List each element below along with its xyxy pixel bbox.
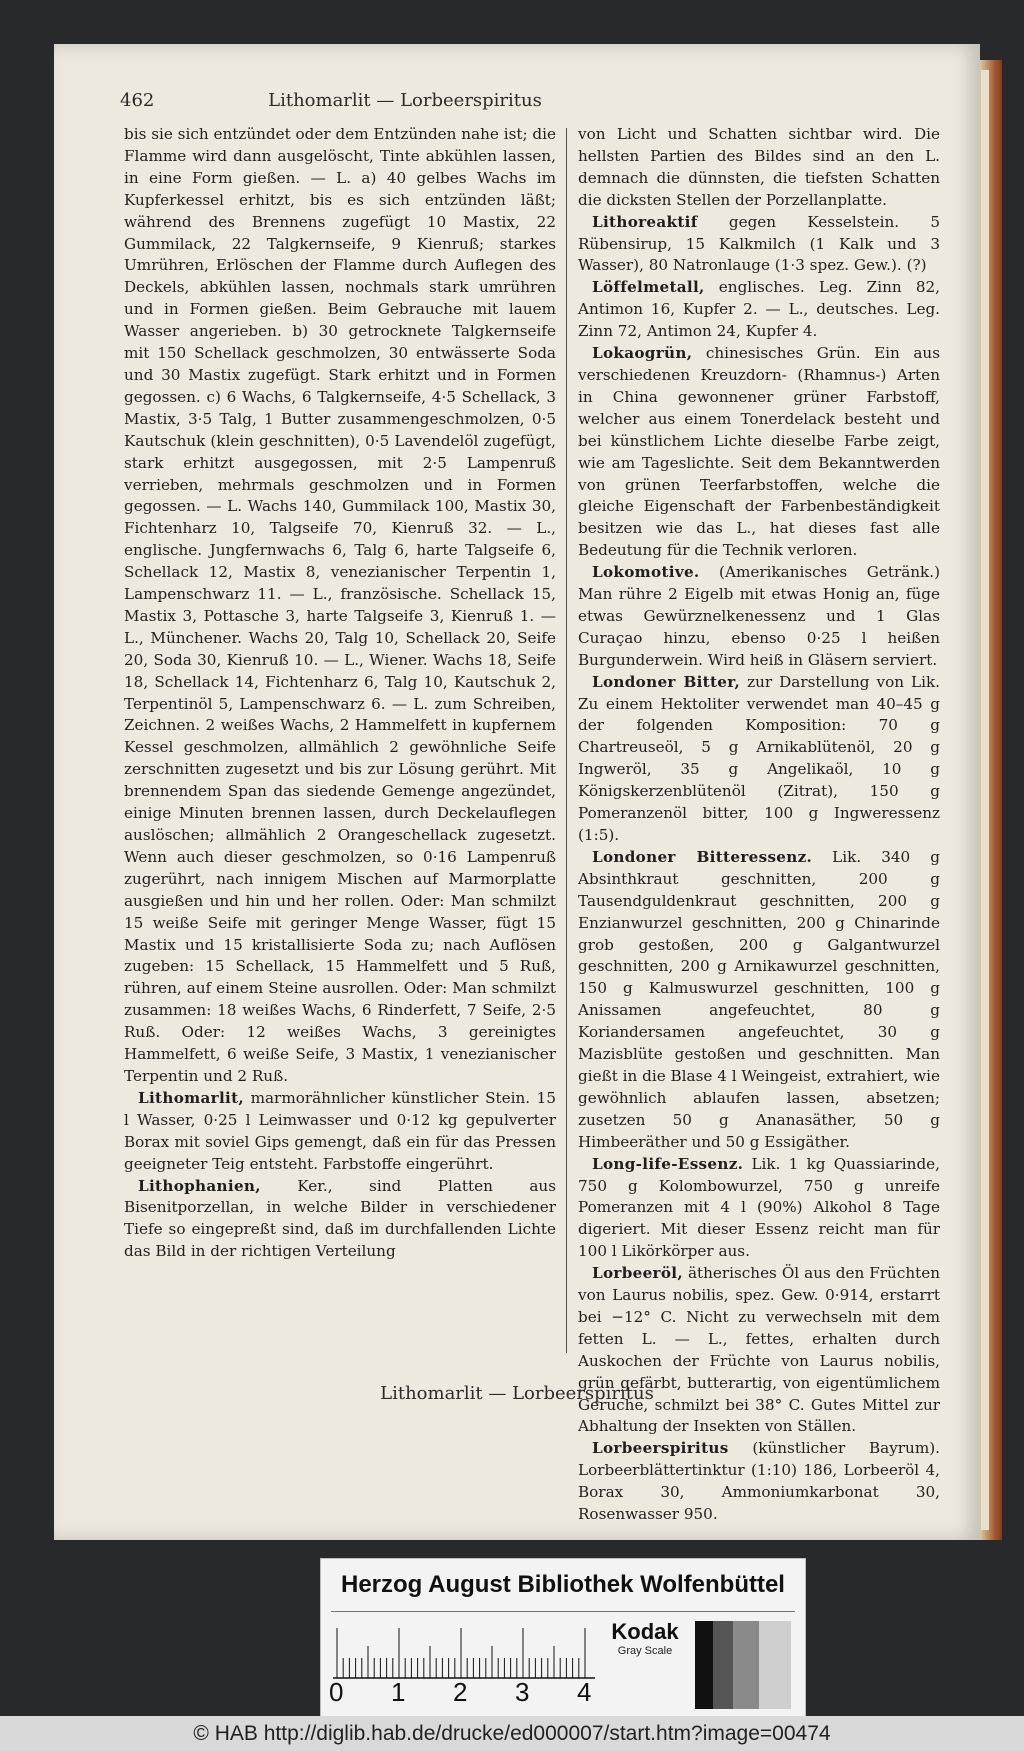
- dictionary-entry: [124, 124, 556, 1088]
- entry-text: (künstlicher Bayrum). Lorbeerblättertinktur (1:10) 186, Lorbeeröl 4, Borax 30, Ammoniumkarbonat 30, Rosenwasser 950.: [578, 1439, 940, 1524]
- dictionary-entry: [124, 1088, 556, 1176]
- running-foot: Lithomarlit — Lorbeerspiritus: [380, 1383, 654, 1404]
- dictionary-entry: [578, 343, 940, 562]
- entry-headword: Londoner Bitteressenz.: [592, 847, 813, 866]
- ruler-number: 0: [329, 1677, 344, 1707]
- ruler-icon: [333, 1623, 595, 1679]
- dictionary-entry: [578, 1154, 940, 1264]
- running-head: Lithomarlit — Lorbeerspiritus: [268, 90, 542, 111]
- right-column: [578, 124, 940, 1526]
- entry-text: englisches. Leg. Zinn 82, Antimon 16, Kupfer 2. — L., deutsches. Leg. Zinn 72, Antimon 24, Kupfer 4.: [578, 278, 940, 341]
- ruler-number: 3: [515, 1677, 530, 1707]
- ruler-number: 4: [577, 1677, 592, 1707]
- ruler-number: 1: [391, 1677, 406, 1707]
- column-divider: [566, 128, 567, 1353]
- left-column: [124, 124, 556, 1263]
- page-edge-inner: [981, 70, 989, 1530]
- entry-text: Lik. 340 g Absinthkraut geschnitten, 200 g Tausendguldenkraut geschnitten, 200 g Enzianwurzel geschnitten, 200 g Chinarinde grob gestoßen, 200 g Galgantwurzel geschnitten, 200 g Arnikawurzel geschnitten, 150 g Kalmuswurzel geschnitten, 100 g Anissamen angefeuchtet, 80 g Koriandersamen angefeuchtet, 30 g Mazisblüte gestoßen und geschnitten. Man gießt in die Blase 4 l Weingeist, extrahiert, wie gewöhnlich ablaufen lassen, absetzen; zusetzen 50 g Ananasäther, 50 g Himbeeräther und 50 g Essigäther.: [578, 847, 940, 1151]
- color-calibration-card: [320, 1558, 806, 1718]
- kodak-subtitle: Gray Scale: [617, 1645, 673, 1657]
- entry-headword: Londoner Bitter,: [592, 672, 741, 691]
- entry-headword: Lorbeeröl,: [592, 1264, 683, 1283]
- ruler-number: 2: [453, 1677, 468, 1707]
- entry-headword: Lokaogrün,: [592, 344, 693, 363]
- gray-scale-swatches: [695, 1621, 791, 1709]
- entry-text: gegen Kesselstein. 5 Rübensirup, 15 Kalkmilch (1 Kalk und 3 Wasser), 80 Natronlauge (1·3 spez. Gew.). (?): [578, 212, 940, 275]
- dictionary-entry: [578, 277, 940, 343]
- entry-text: Ker., sind Platten aus Bisenitporzellan, in welche Bilder in verschiedener Tiefe so eingepreßt sind, daß im durchfallenden Lichte das Bild in der richtigen Verteilung: [124, 1176, 556, 1261]
- entry-text: (Amerikanisches Getränk.) Man rühre 2 Eigelb mit etwas Honig an, füge etwas Gewürznelkenessenz und 1 Glas Curaçao hinzu, ebenso 0·25 l heißen Burgunderwein. Wird heiß in Gläsern serviert.: [578, 563, 940, 669]
- dictionary-entry: [578, 1438, 940, 1526]
- library-name: Herzog August Bibliothek Wolfenbüttel: [341, 1571, 785, 1598]
- gray-swatch: [695, 1621, 713, 1709]
- page-header: [120, 90, 690, 120]
- entry-text: chinesisches Grün. Ein aus verschiedenen Kreuzdorn- (Rhamnus-) Arten in China gewonnener grüner Farbstoff, welcher aus einem Tonerdelack besteht und bei künstlichem Lichte dieselbe Farbe zeigt, wie am Tageslichte. Seit dem Bekanntwerden von grünen Teerfarbstoffen, welche die gleiche Eigenschaft der Farbenbeständigkeit besitzen wie das L., hat dieses fast alle Bedeutung für die Technik verloren.: [578, 344, 940, 560]
- entry-text: von Licht und Schatten sichtbar wird. Die hellsten Partien des Bildes sind an den L. demnach die dünnsten, die tiefsten Schatten die dicksten Stellen der Porzellanplatte.: [578, 125, 940, 209]
- entry-text: Lik. 1 kg Quassiarinde, 750 g Kolombowurzel, 750 g unreife Pomeranzen mit 4 l (90%) Alkohol 8 Tage digeriert. Mit dieser Essenz reicht man für 100 l Likörkörper aus.: [578, 1154, 940, 1261]
- entry-headword: Lithophanien,: [138, 1176, 261, 1195]
- dictionary-entry: [578, 562, 940, 672]
- entry-headword: Löffelmetall,: [592, 278, 705, 297]
- dictionary-entry: [578, 847, 940, 1154]
- gray-swatch: [759, 1621, 791, 1709]
- page-number: 462: [120, 90, 155, 111]
- gray-swatch: [733, 1621, 759, 1709]
- entry-headword: Lokomotive.: [592, 563, 700, 582]
- dictionary-entry: [578, 1263, 940, 1438]
- gray-swatch: [713, 1621, 733, 1709]
- credit-bar: © HAB http://diglib.hab.de/drucke/ed000007/start.htm?image=00474: [0, 1716, 1024, 1751]
- dictionary-entry: [578, 124, 940, 212]
- entry-headword: Long-life-Essenz.: [592, 1154, 744, 1173]
- entry-headword: Lorbeerspiritus: [592, 1439, 729, 1458]
- entry-text: zur Darstellung von Lik. Zu einem Hektoliter verwendet man 40–45 g der folgenden Komposition: 70 g Chartreuseöl, 5 g Arnikablütenöl, 20 g Ingweröl, 35 g Angelikaöl, 10 g Königskerzenblütenöl (Zitrat), 150 g Pomeranzenöl bitter, 100 g Ingweressenz (1:5).: [578, 672, 940, 844]
- entry-headword: Lithoreaktif: [592, 212, 698, 231]
- kodak-label: [603, 1619, 687, 1657]
- dictionary-entry: [578, 212, 940, 278]
- entry-headword: Lithomarlit,: [138, 1088, 244, 1107]
- dictionary-entry: [578, 672, 940, 847]
- entry-text: marmorähnlicher künstlicher Stein. 15 l Wasser, 0·25 l Leimwasser und 0·12 kg gepulverter Borax mit soviel Gips gemengt, daß ein für das Pressen geeigneter Teig entsteht. Farbstoffe eingerührt.: [124, 1088, 556, 1173]
- dictionary-entry: [124, 1176, 556, 1264]
- entry-text: ätherisches Öl aus den Früchten von Laurus nobilis, spez. Gew. 0·914, erstarrt bei −12° C. Nicht zu verwechseln mit dem fetten L. — L., fettes, erhalten durch Auskochen der Früchte von Laurus nobilis, grün gefärbt, butterartig, von eigentümlichem Geruche, schmilzt bei 38° C. Gutes Mittel zur Abhaltung der Insekten von Ställen.: [578, 1264, 940, 1436]
- card-divider: [331, 1611, 795, 1612]
- kodak-brand: Kodak: [611, 1619, 679, 1644]
- entry-text: bis sie sich entzündet oder dem Entzünden nahe ist; die Flamme wird dann ausgelöscht, Tinte abkühlen lassen, in eine Form gießen. — L. a) 40 gelbes Wachs im Kupferkessel erhitzt, bis es sich entzünden läßt; während des Brennens zugefügt 10 Mastix, 22 Gummilack, 22 Talgkernseife, 9 Kienruß; starkes Umrühren, Erlöschen der Flamme durch Auflegen des Deckels, abkühlen lassen, nochmals stark umrühren und in Formen gießen. Beim Gebrauche mit lauem Wasser angerieben. b) 30 getrocknete Talgkernseife mit 150 Schellack geschmolzen, 30 entwässerte Soda und 30 Mastix zugefügt. Stark erhitzt und in Formen gegossen. c) 6 Wachs, 6 Talgkernseife, 4·5 Schellack, 3 Mastix, 3·5 Talg, 1 Butter zusammengeschmolzen, 0·5 Kautschuk (klein geschnitten), 0·5 Lavendelöl zugefügt, stark erhitzt ausgegossen, mit 2·5 Lampenruß verrieben, mehrmals geschmolzen und in Formen gegossen. — L. Wachs 140, Gummilack 100, Mastix 30, Fichtenharz 10, Talgseife 70, Kienruß 32. — L., englische. Jungfernwachs 6, Talg 6, harte Talgseife 6, Schellack 12, Mastix 8, venezianischer Terpentin 1, Lampenschwarz 11. — L., französische. Schellack 15, Mastix 3, Pottasche 3, harte Talgseife 3, Kienruß 1. — L., Münchener. Wachs 20, Talg 10, Schellack 20, Seife 20, Soda 30, Kienruß 10. — L., Wiener. Wachs 18, Seife 18, Schellack 14, Fichtenharz 6, Talg 10, Kautschuk 2, Terpentinöl 5, Lampenschwarz 6. — L. zum Schreiben, Zeichnen. 2 weißes Wachs, 2 Hammelfett in kupfernem Kessel geschmolzen, allmählich 2 gewöhnliche Seife zerschnitten zugesetzt und bis zur Lösung gerührt. Mit brennendem Span das siedende Gemenge angezündet, einige Minuten brennen lassen, durch Deckelauflegen auslöschen; allmählich 2 Orangeschellack zugesetzt. Wenn auch dieser geschmolzen, so 0·16 Lampenruß zugerührt, nach innigem Mischen auf Marmorplatte ausgießen und hin und her rollen. Oder: Man schmilzt 15 weiße Seife mit geringer Menge Wasser, fügt 15 Mastix und 15 kristallisierte Soda zu; nach Auflösen zugeben: 15 Schellack, 15 Hammelfett und 5 Ruß, rühren, auf einem Steine ausrollen. Oder: Man schmilzt zusammen: 18 weißes Wachs, 6 Rinderfett, 7 Seife, 2·5 Ruß. Oder: 12 weißes Wachs, 3 gereinigtes Hammelfett, 6 weiße Seife, 3 Mastix, 1 venezianischer Terpentin und 2 Ruß.: [124, 125, 556, 1085]
